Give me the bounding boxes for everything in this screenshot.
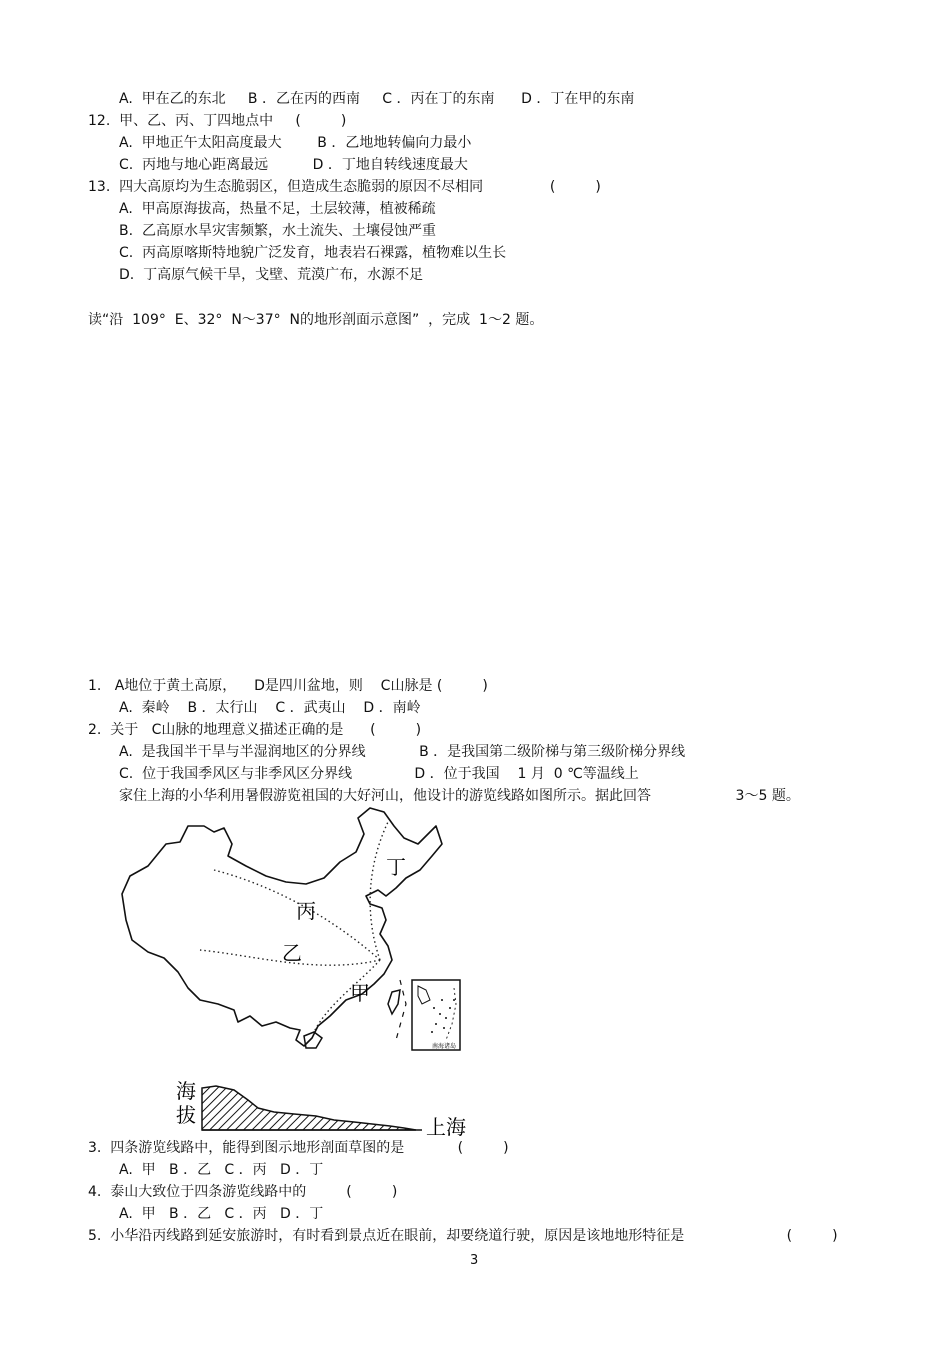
east-china-sea-dash — [396, 980, 406, 1040]
map-label-yi: 乙 — [282, 941, 302, 965]
map-label-ding: 丁 — [386, 855, 406, 879]
question-line: A. 甲地正午太阳高度最大 B ．乙地地转偏向力最小 — [119, 135, 472, 151]
question-line: 家住上海的小华利用暑假游览祖国的大好河山，他设计的游览线路如图所示。据此回答 3～5 题。 — [119, 788, 800, 804]
south-china-sea-inset — [412, 980, 460, 1050]
question-line: 13. 四大高原均为生态脆弱区，但造成生态脆弱的原因不尽相同 ( ) — [88, 179, 601, 195]
question-line: A. 是我国半干旱与半湿润地区的分界线 B ．是我国第二级阶梯与第三级阶梯分界线 — [119, 744, 686, 760]
question-line: A. 甲在乙的东北 B ．乙在丙的西南 C ．丙在丁的东南 D ．丁在甲的东南 — [119, 91, 635, 107]
question-line: 1. A地位于黄土高原， D是四川盆地，则 C山脉是 ( ) — [88, 678, 488, 694]
terrain-profile-sketch — [176, 1078, 476, 1138]
profile-terrain — [202, 1086, 416, 1130]
question-line: A. 甲 B ．乙 C ．丙 D ．丁 — [119, 1206, 324, 1222]
question-line: 读“沿 109° E、32° N～37° N的地形剖面示意图” ，完成 1～2 题。 — [88, 312, 544, 328]
inset-label: 南海诸岛 — [432, 1043, 457, 1050]
map-label-bing: 丙 — [296, 899, 316, 923]
china-route-map — [118, 804, 468, 1054]
question-line: C. 丙高原喀斯特地貌广泛发育，地表岩石裸露，植物难以生长 — [119, 245, 507, 261]
profile-label-shanghai: 上海 — [426, 1115, 466, 1138]
profile-label-ba: 拔 — [176, 1103, 196, 1127]
profile-label-hai: 海 — [176, 1079, 196, 1103]
question-line: 3. 四条游览线路中，能得到图示地形剖面草图的是 ( ) — [88, 1140, 509, 1156]
question-line: B. 乙高原水旱灾害频繁，水土流失、土壤侵蚀严重 — [119, 223, 436, 239]
question-line: 4. 泰山大致位于四条游览线路中的 ( ) — [88, 1184, 398, 1200]
map-label-jia: 甲 — [350, 981, 370, 1005]
question-line: C. 丙地与地心距离最远 D ．丁地自转线速度最大 — [119, 157, 468, 173]
question-line: 12. 甲、乙、丙、丁四地点中 ( ) — [88, 113, 347, 129]
taiwan-island — [388, 990, 400, 1014]
question-line: A. 甲高原海拔高，热量不足，土层较薄，植被稀疏 — [119, 201, 436, 217]
page-number: 3 — [470, 1253, 479, 1268]
question-line: A. 秦岭 B ．太行山 C ．武夷山 D ．南岭 — [119, 700, 421, 716]
question-line: A. 甲 B ．乙 C ．丙 D ．丁 — [119, 1162, 324, 1178]
question-line: 5. 小华沿丙线路到延安旅游时，有时看到景点近在眼前，却要绕道行驶，原因是该地地形特征是 ( ) — [88, 1228, 838, 1244]
question-line: C. 位于我国季风区与非季风区分界线 D ．位于我国 1 月 0 ℃等温线上 — [119, 766, 639, 782]
question-line: D. 丁高原气候干旱，戈壁、荒漠广布，水源不足 — [119, 267, 424, 283]
question-line: 2. 关于 C山脉的地理意义描述正确的是 ( ) — [88, 722, 422, 738]
